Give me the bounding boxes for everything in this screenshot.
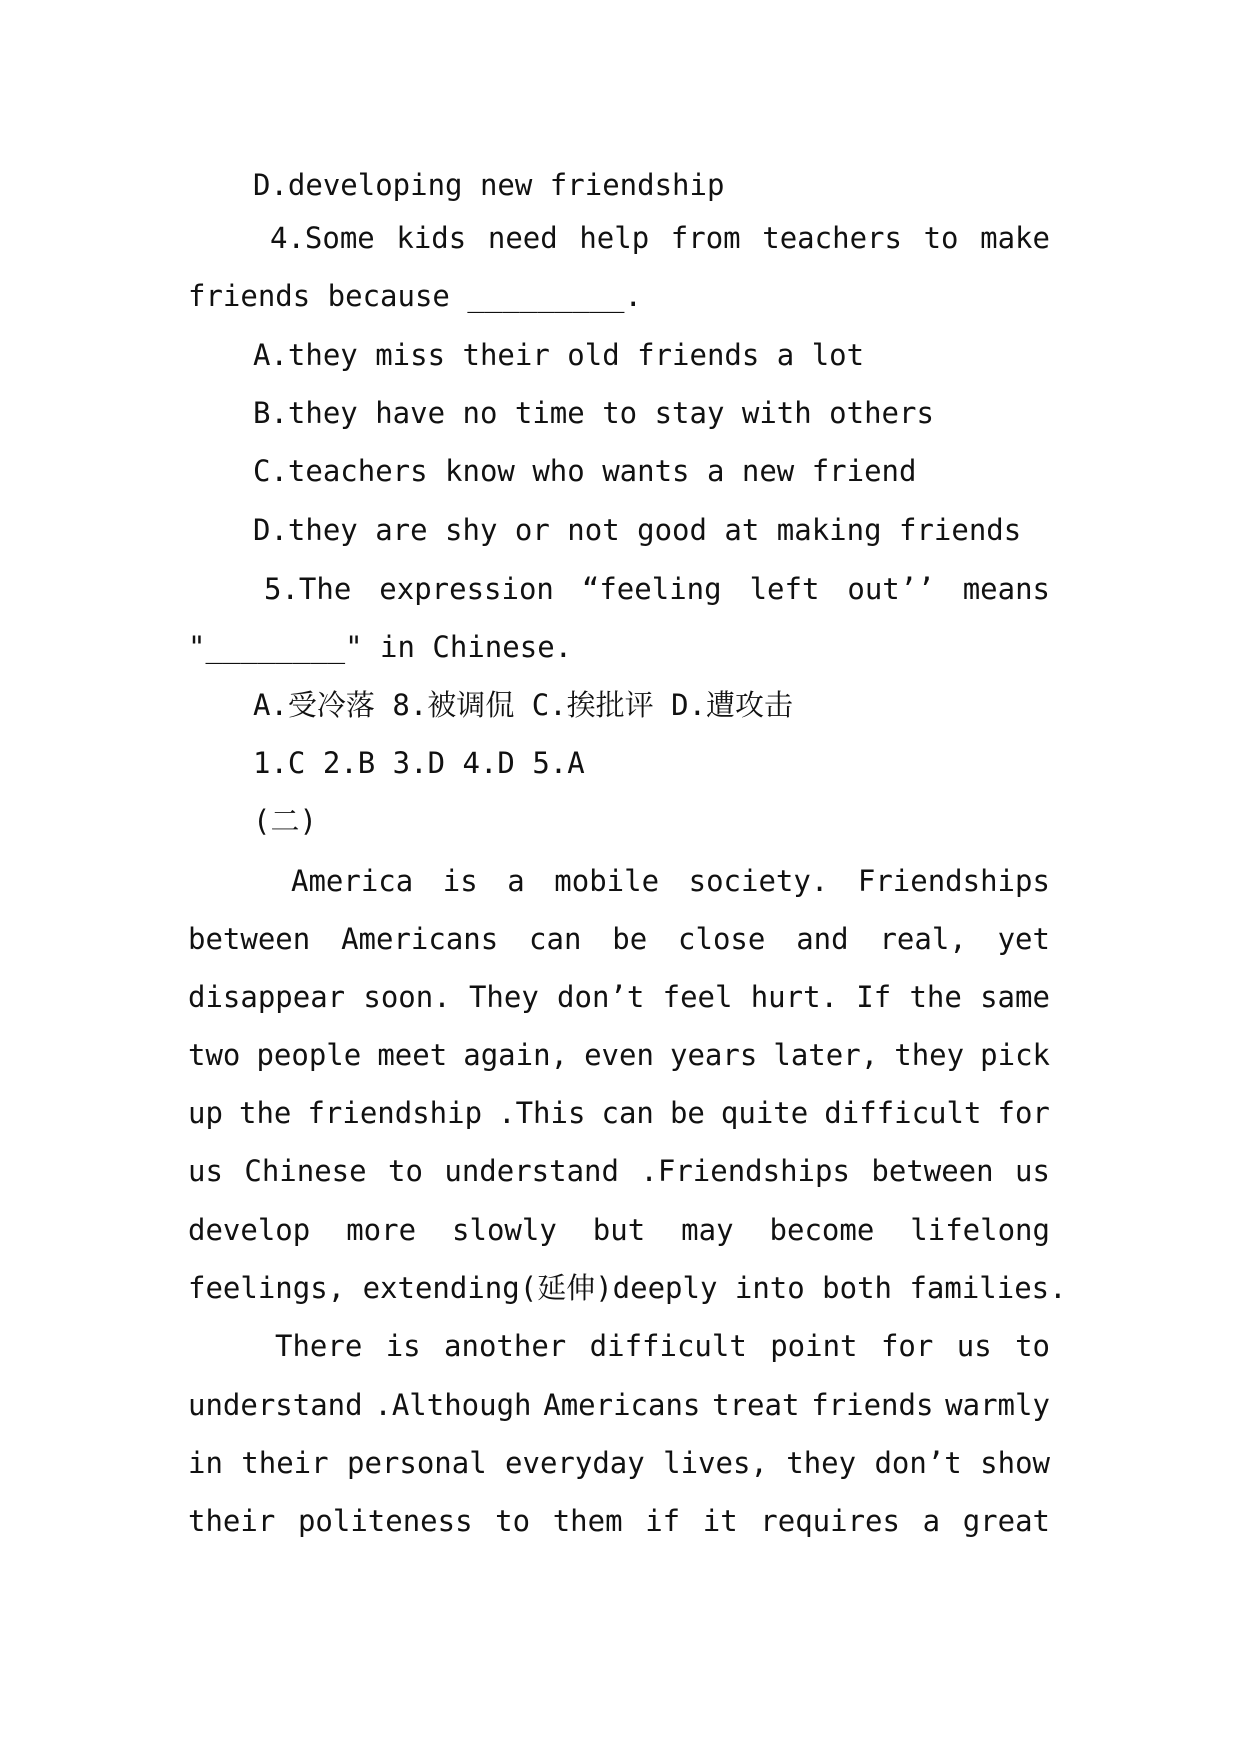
paragraph-line — [188, 1154, 1050, 1188]
word: real, — [879, 922, 967, 956]
word: between — [188, 922, 311, 956]
word: the — [909, 980, 962, 1014]
word: understand — [444, 1154, 619, 1188]
word: between — [871, 1154, 994, 1188]
paragraph-line — [275, 1329, 1050, 1363]
word: lifelong — [910, 1213, 1050, 1247]
word: develop — [188, 1213, 311, 1247]
word: people — [256, 1038, 362, 1072]
word: left — [749, 572, 820, 606]
word: pick — [980, 1038, 1050, 1072]
word: lives, — [663, 1446, 768, 1480]
option-line: B.they have no time to stay with others — [253, 396, 934, 430]
word: be — [669, 1096, 705, 1130]
word: point — [770, 1329, 858, 1363]
word: need — [487, 221, 558, 255]
word: friendship — [307, 1096, 483, 1130]
word: to — [388, 1154, 423, 1188]
word: soon. — [363, 980, 451, 1014]
word: close — [678, 922, 766, 956]
word: personal — [346, 1446, 487, 1480]
word: us — [1015, 1154, 1050, 1188]
word: expression — [379, 572, 554, 606]
word: years — [670, 1038, 758, 1072]
word: teachers — [762, 221, 902, 255]
paragraph-line — [188, 1388, 1050, 1422]
word: There — [275, 1329, 363, 1363]
word: They — [468, 980, 539, 1014]
word: up — [188, 1096, 223, 1130]
word: don’t — [874, 1446, 962, 1480]
word: If — [856, 980, 892, 1014]
word: treat — [712, 1388, 800, 1422]
word: means — [962, 572, 1050, 606]
word: politeness — [297, 1504, 473, 1538]
word: to — [923, 221, 959, 255]
word: their — [241, 1446, 329, 1480]
word: in — [188, 1446, 223, 1480]
word: help — [579, 221, 650, 255]
word: later, — [773, 1038, 879, 1072]
option-line: A.受冷落 8.被调侃 C.挨批评 D.遭攻击 — [253, 688, 794, 722]
word: it — [702, 1504, 738, 1538]
word: them — [552, 1504, 623, 1538]
answer-key: 1.C 2.B 3.D 4.D 5.A — [253, 746, 585, 780]
word: understand — [188, 1388, 363, 1422]
word: America — [291, 864, 414, 898]
word: to — [1015, 1329, 1050, 1363]
word: their — [188, 1504, 276, 1538]
word: Chinese — [244, 1154, 367, 1188]
word: warmly — [945, 1388, 1050, 1422]
word: be — [612, 922, 648, 956]
word: kids — [396, 221, 467, 255]
word: us — [188, 1154, 223, 1188]
word: more — [346, 1213, 417, 1247]
word: difficult — [824, 1096, 982, 1130]
word: society. — [688, 864, 829, 898]
word: may — [681, 1213, 734, 1247]
word: yet — [997, 922, 1050, 956]
word: Friendships — [857, 864, 1050, 898]
question-line: "________" in Chinese. — [188, 630, 573, 664]
word: make — [980, 221, 1050, 255]
word: requires — [760, 1504, 900, 1538]
word: and — [796, 922, 849, 956]
word: is — [385, 1329, 421, 1363]
word: 5.The — [264, 572, 352, 606]
word: mobile — [554, 864, 660, 898]
option-line: D.developing new friendship — [253, 168, 725, 202]
word: become — [769, 1213, 875, 1247]
paragraph-line — [188, 1446, 1050, 1480]
word: out’’ — [847, 572, 935, 606]
paragraph-line — [188, 980, 1050, 1014]
paragraph-line — [188, 1096, 1050, 1130]
option-line: C.teachers know who wants a new friend — [253, 454, 917, 488]
word: is — [442, 864, 478, 898]
question-line — [270, 221, 1050, 255]
word: a — [922, 1504, 941, 1538]
word: for — [997, 1096, 1050, 1130]
word: the — [238, 1096, 292, 1130]
word: from — [670, 221, 741, 255]
option-line: D.they are shy or not good at making friends — [253, 513, 1022, 547]
word: even — [584, 1038, 654, 1072]
word: hurt. — [750, 980, 839, 1014]
word: Americans — [341, 922, 499, 956]
word: us — [956, 1329, 992, 1363]
word: quite — [720, 1096, 809, 1130]
word: difficult — [589, 1329, 747, 1363]
word: they — [894, 1038, 965, 1072]
word: for — [880, 1329, 934, 1363]
paragraph-line — [291, 864, 1050, 898]
word: friends — [811, 1388, 934, 1422]
word: a — [507, 864, 525, 898]
word: they — [786, 1446, 857, 1480]
paragraph-line: feelings, extending(延伸)deeply into both families. — [188, 1271, 1067, 1305]
word: “feeling — [581, 572, 722, 606]
word: but — [592, 1213, 646, 1247]
word: slowly — [452, 1213, 557, 1247]
section-heading: (二) — [253, 804, 317, 838]
word: to — [495, 1504, 531, 1538]
word: 4.Some — [270, 221, 375, 255]
paragraph-line — [188, 1038, 1050, 1072]
word: if — [645, 1504, 681, 1538]
word: don’t — [557, 980, 645, 1014]
word: show — [980, 1446, 1050, 1480]
word: .Although — [374, 1388, 532, 1422]
word: can — [601, 1096, 654, 1130]
word: another — [444, 1329, 567, 1363]
word: same — [980, 980, 1050, 1014]
paragraph-line — [188, 1504, 1050, 1538]
word: Americans — [543, 1388, 701, 1422]
word: two — [188, 1038, 241, 1072]
paragraph-line — [188, 922, 1050, 956]
word: great — [962, 1504, 1050, 1538]
word: .Friendships — [640, 1154, 850, 1188]
paragraph-line — [188, 1213, 1050, 1247]
word: disappear — [188, 980, 346, 1014]
option-line: A.they miss their old friends a lot — [253, 338, 865, 372]
question-line — [264, 572, 1050, 606]
question-line: friends because _________. — [188, 279, 642, 313]
word: feel — [662, 980, 733, 1014]
word: again, — [463, 1038, 568, 1072]
word: everyday — [505, 1446, 645, 1480]
word: meet — [377, 1038, 448, 1072]
word: .This — [498, 1096, 586, 1130]
word: can — [529, 922, 582, 956]
